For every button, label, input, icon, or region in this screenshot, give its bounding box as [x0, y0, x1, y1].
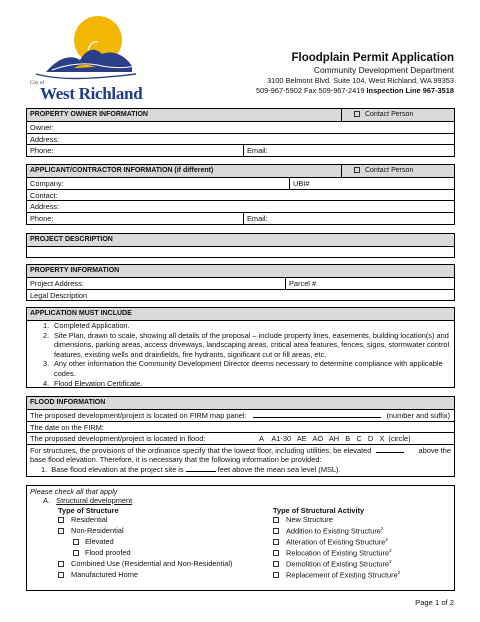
- replacement-checkbox[interactable]: [273, 572, 279, 578]
- logo-city-name: West Richland: [40, 84, 143, 103]
- footnote-mark: 2: [389, 559, 392, 564]
- alteration-label: [286, 537, 388, 546]
- elevated-checkbox[interactable]: [73, 539, 79, 545]
- owner-header: [27, 109, 454, 122]
- elevated-label: Elevated: [85, 537, 114, 546]
- owner-email-label: Email:: [247, 146, 268, 155]
- type-activity-heading: Type of Structural Activity: [273, 506, 365, 515]
- requirement-number: 2.: [43, 330, 50, 340]
- demolition-text: Demolition of Existing Structure: [286, 559, 390, 569]
- logo-graphic: [28, 10, 138, 86]
- combined-use-checkbox[interactable]: [58, 561, 64, 567]
- base-flood-item: [30, 465, 451, 475]
- owner-contact-person: [341, 109, 454, 121]
- new-structure-label: New Structure: [286, 515, 333, 524]
- owner-address-row[interactable]: [27, 134, 454, 146]
- requirement-text: Completed Application.: [54, 321, 130, 330]
- demolition-label: [286, 559, 392, 568]
- applicant-header: [27, 165, 454, 178]
- structures-text-c: base flood elevation. Therefore, it is necessary that the following information be provided:: [30, 455, 322, 465]
- owner-phone-label: Phone:: [30, 146, 54, 155]
- logo-city-label: City of: [30, 81, 45, 86]
- requirement-item: [41, 359, 450, 378]
- application-header: [27, 308, 454, 321]
- property-title: PROPERTY INFORMATION: [30, 267, 120, 274]
- legal-description-row[interactable]: [27, 290, 454, 302]
- non-residential-checkbox[interactable]: [58, 528, 64, 534]
- flood-header: [27, 397, 454, 410]
- residential-checkbox[interactable]: [58, 517, 64, 523]
- structure-check-section: [26, 485, 455, 591]
- addition-text: Addition to Existing Structure: [286, 526, 381, 536]
- parcel-cell[interactable]: [285, 278, 316, 289]
- requirement-number: 4.: [43, 378, 50, 388]
- city-logo: [28, 10, 143, 103]
- type-structure-heading: Type of Structure: [58, 506, 119, 515]
- firm-suffix-label: (number and suffix): [386, 411, 450, 420]
- owner-contact-checkbox[interactable]: [354, 111, 360, 117]
- ubi-cell[interactable]: [289, 178, 309, 189]
- inspection-line: Inspection Line 967-3518: [366, 86, 454, 95]
- requirement-number: 1.: [43, 321, 50, 330]
- project-description-header: [27, 234, 454, 247]
- owner-label: Owner:: [30, 123, 54, 132]
- department-address: 3100 Belmont Blvd. Suite 104, West Richland, WA 99353: [267, 76, 454, 85]
- flood-proofed-label: Flood proofed: [85, 548, 131, 557]
- application-requirements-section: [26, 307, 455, 388]
- replacement-text: Replacement of Existing Structure: [286, 570, 398, 580]
- requirement-item: [41, 379, 450, 389]
- flood-title: FLOOD INFORMATION: [30, 399, 106, 406]
- demolition-checkbox[interactable]: [273, 561, 279, 567]
- applicant-email-cell[interactable]: [243, 213, 268, 225]
- applicant-email-label: Email:: [247, 213, 268, 223]
- applicant-phone-row[interactable]: [27, 213, 454, 225]
- legal-description-label: Legal Description: [30, 290, 88, 300]
- parcel-label: Parcel #: [289, 279, 317, 288]
- requirements-list: [27, 321, 454, 388]
- base-flood-number: 1.: [41, 464, 48, 474]
- manufactured-home-label: Manufactured Home: [71, 570, 138, 579]
- footnote-mark: 2: [380, 526, 384, 531]
- contact-label: Contact:: [30, 190, 58, 200]
- requirement-item: [41, 331, 450, 360]
- manufactured-home-checkbox[interactable]: [58, 572, 64, 578]
- flood-proofed-checkbox[interactable]: [73, 550, 79, 556]
- combined-use-label: Combined Use (Residential and Non-Residential): [71, 559, 233, 568]
- relocation-label: [286, 548, 392, 557]
- owner-row[interactable]: [27, 122, 454, 134]
- flood-section: [26, 396, 455, 477]
- base-flood-blank[interactable]: [186, 471, 216, 472]
- requirement-number: 3.: [43, 359, 50, 369]
- property-header: [27, 265, 454, 278]
- project-description-title: PROJECT DESCRIPTION: [30, 236, 113, 243]
- requirement-item: [41, 321, 450, 331]
- phone-fax: 509-967-5902 Fax 509-967-2419: [255, 86, 365, 95]
- relocation-text: Relocation of Existing Structure: [286, 548, 390, 558]
- applicant-contact-label: Contact Person: [365, 167, 414, 174]
- company-label: Company:: [30, 179, 64, 188]
- owner-section: [26, 108, 455, 157]
- structures-line: [30, 446, 451, 456]
- property-section: [26, 264, 455, 301]
- applicant-title: APPLICANT/CONTRACTOR INFORMATION (if different): [30, 167, 214, 174]
- addition-checkbox[interactable]: [273, 528, 279, 534]
- structures-text-a: For structures, the provisions of the ordinance specify that the lowest floor, including utilities, be elevated: [30, 445, 372, 455]
- project-address-row[interactable]: [27, 278, 454, 290]
- addition-label: [286, 526, 383, 535]
- application-title: APPLICATION MUST INCLUDE: [30, 310, 132, 317]
- page-header: [256, 52, 454, 96]
- owner-title: PROPERTY OWNER INFORMATION: [30, 111, 148, 118]
- footnote-mark: 2: [397, 570, 401, 575]
- footnote-mark: 2: [385, 537, 388, 542]
- owner-address-label: Address:: [30, 134, 60, 144]
- alteration-checkbox[interactable]: [273, 539, 279, 545]
- requirement-text: Any other information the Community Development Director deems necessary to determine compliance with applicable codes.: [54, 359, 443, 378]
- alteration-text: Alteration of Existing Structure: [286, 537, 386, 547]
- flood-zone-label: The proposed development/project is located in flood:: [30, 434, 206, 443]
- residential-label: Residential: [71, 515, 108, 524]
- requirement-text: Site Plan, drawn to scale, showing all details of the proposal – include property lines, easements, building location(s) and dimensions, parking areas, access driveways, landscaping areas, critical area features, fences, signs, stormwater control features, existing wells and drainfields, fire hydrants, significant cut or fill areas, etc.: [54, 330, 450, 359]
- applicant-address-label: Address:: [30, 202, 60, 211]
- structures-text: [27, 445, 454, 475]
- elevation-blank[interactable]: [376, 452, 404, 453]
- contact-row[interactable]: [27, 190, 454, 202]
- requirement-text: Flood Elevation Certificate.: [54, 378, 143, 388]
- applicant-section: [26, 164, 455, 225]
- section-a-title: Structural development: [56, 496, 133, 505]
- base-flood-text-a: Base flood elevation at the project site is: [51, 464, 184, 474]
- structural-development-label: [43, 496, 132, 505]
- owner-contact-label: Contact Person: [365, 111, 414, 118]
- project-address-label: Project Address:: [30, 279, 84, 288]
- flood-zone-row[interactable]: [27, 433, 454, 445]
- ubi-label: UBI#: [293, 179, 310, 188]
- check-note: Please check all that apply: [30, 487, 118, 496]
- company-row[interactable]: [27, 178, 454, 190]
- base-flood-text-b: feet above the mean sea level (MSL).: [217, 464, 341, 474]
- project-description-field[interactable]: [27, 247, 454, 259]
- firm-date-label: The date on the FIRM:: [30, 422, 104, 432]
- project-description-section: [26, 233, 455, 258]
- firm-map-row[interactable]: [27, 410, 454, 422]
- firm-map-blank[interactable]: [253, 417, 381, 418]
- replacement-label: [286, 570, 400, 579]
- page-number: Page 1 of 2: [415, 598, 454, 607]
- applicant-contact-checkbox[interactable]: [354, 167, 360, 173]
- department-name: Community Development Department: [313, 65, 454, 75]
- flood-zone-options[interactable]: A A1-30 AE AO AH B C D X (circle): [259, 434, 411, 443]
- applicant-address-row[interactable]: [27, 201, 454, 213]
- page-title: Floodplain Permit Application: [291, 52, 454, 64]
- section-a-label: A.: [43, 496, 50, 505]
- owner-phone-row[interactable]: [27, 145, 454, 157]
- applicant-phone-label: Phone:: [30, 213, 54, 223]
- structures-text-b: above the: [418, 445, 451, 455]
- non-residential-label: Non-Residential: [71, 526, 124, 535]
- owner-email-cell[interactable]: [243, 145, 268, 157]
- firm-date-row[interactable]: [27, 422, 454, 434]
- new-structure-checkbox[interactable]: [273, 517, 279, 523]
- footnote-mark: 2: [389, 548, 392, 553]
- department-contact: [256, 86, 454, 96]
- relocation-checkbox[interactable]: [273, 550, 279, 556]
- firm-map-label: The proposed development/project is located on FIRM map panel:: [30, 411, 247, 420]
- applicant-contact-person: [341, 165, 454, 177]
